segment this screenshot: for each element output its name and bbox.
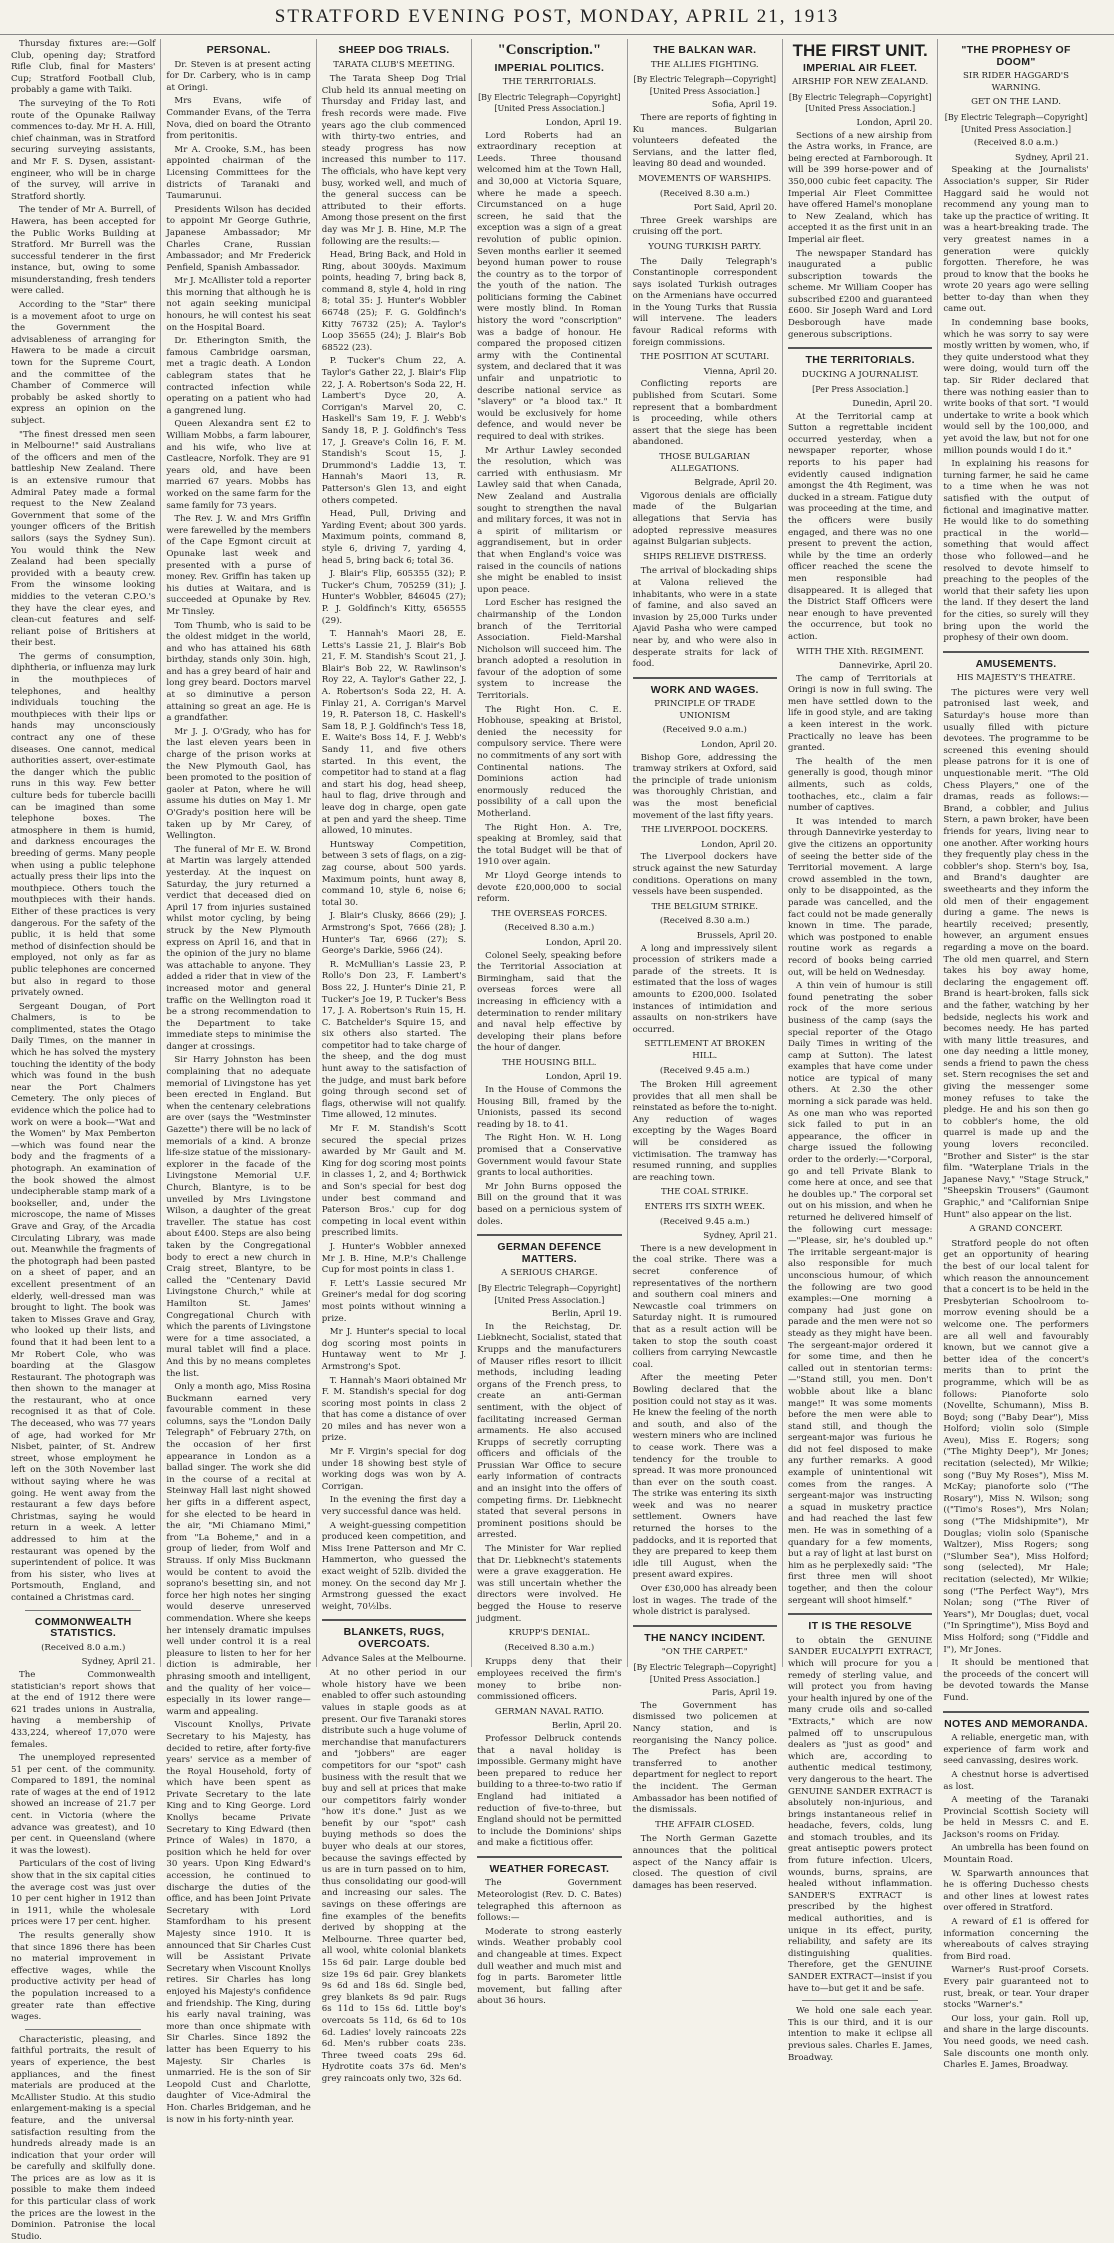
- paragraph: R. McMullian's Lassie 23, P. Rollo's Don 23, F. Lambert's Boss 22, J. Hunter's Dinie 21, P. Tucker's Joe 19, P. Tucker's Bess 17, J. A. Robertson's Ruin 15, H. C. Batchelder's Squire 15, and six others also started. The competitor had to take charge of the sheep, and the dog must hunt away to the satisfaction of the judge, and must bark before going through second set of flags, otherwise will not qualify. Time allowed, 12 minutes.: [321, 959, 467, 1121]
- paragraph: The camp of Territorials at Oringi is now in full swing. The men have settled down to the life in good style, and are taking a keen interest in the work. Practically no leave has been granted.: [787, 673, 933, 754]
- dateline: Brussels, April 20.: [696, 930, 777, 941]
- column-2: [161, 39, 316, 2125]
- received-time: (Received 8.30 a.m.): [659, 916, 750, 927]
- subheading: A GRAND CONCERT.: [969, 1224, 1063, 1235]
- wire-credit: [By Electric Telegraph—Copyright] [United Press Association.]: [478, 1283, 621, 1305]
- paragraph: Head, Bring Back, and Hold in Ring, about 300yds. Maximum points, heading 7, bring back 8, command 8, style 4, hold in ring 8; total 35: J. Hunter's Wobbler 66748 (25); F. G. Goldfinch's Kitty 76732 (25); A. Taylor's Loop 35655 (24); J. Blair's Bob 68522 (23).: [321, 250, 467, 353]
- divider: [477, 1234, 621, 1236]
- subheading: THOSE BULGARIAN ALLEGATIONS.: [659, 452, 751, 474]
- wire-credit: [By Electric Telegraph—Copyright] [United Press Association.]: [633, 75, 777, 96]
- paragraph: J. Hunter's Wobbler annexed Mr J. B. Hine, M.P.'s Challenge Cup for most points in class 1.: [321, 1241, 467, 1276]
- subheading: DUCKING A JOURNALIST.: [801, 369, 919, 380]
- paragraph: T. Hannah's Maori 28, E. Letts's Lassie 21, J. Blair's Bob 21, F. M. Standish's Scout 21, J. Blair's Bob 22, W. Rawlinson's Roy 22, A. Taylor's Gather 22, J. A. Robertson's Soda 22, H. A. Finlay 21, A. Corrigan's Marvel 19, R. Paterson 18, C. Haskell's Sam 18, P. J. Goldfinch's Tess 18, E. Waite's Boss 14, F. J. Webb's Sandy 11, and five others started. In this event, the competitor had to stand at a flag and start his dog, head sheep, haul to flag, drive through and leave dog in charge, open gate at pen and yard the sheep. Time allowed, 10 minutes.: [321, 629, 467, 837]
- wire-credit: [Per Press Association.]: [812, 385, 909, 395]
- paragraph: The pictures were very well patronised last week, and Saturday's house more than usually filled with picture devotees. The programme to be screened this evening should please patrons for it is one of unquestionable merit. "The Old Chess Players," one of the dramas, reads as follows:—Brand, a cobbler, and Julius Stern, a pawn broker, have been friends for years, living near to one another. After working hours they frequently play chess in the cobbler's shop. Stern's boy, Isa, and Brand's daughter are sweethearts and they inform the old men of their engagement during a game. The news is heartily received; presently, however, an argument ensues regarding a move on the board. The old men quarrel, and Stern takes his boy away home, declaring the engagement off. Brand is heart-broken, falls sick and the father, watching by her bedside, neglects his work and becomes needy. He has parted with many little treasures, and one day needing a little money, sends a friend to pawn the chess set. Stern recognises the set and giving the messenger some money refuses to take the pledge. He and his son then go to cobbler's home, the old quarrel is made up and the young lovers reconciled. "Brother and Sister" is the star film. "Waterplane Trials in the Japanese Navy," "Stage Struck," "Sheepskin Trousers" (Gaumont Graphic," and "Californian Snipe Hunt" also appear on the list.: [943, 687, 1089, 1220]
- subheading: THE OVERSEAS FORCES.: [491, 908, 608, 919]
- dateline: Dannevirke, April 20.: [838, 661, 933, 672]
- paragraph: At the Territorial camp at Sutton a regrettable incident occurred yesterday, when a newspaper reporter, whose reports to his paper had evidently caused indignation amongst the 4th Regiment, was ducked in a stream. Fatigue duty was proceeding at the time, and the officers were busily engaged, and there was no one present to prevent the action, while by the time an orderly officer reached the scene the men responsible had disappeared. It is alleged that the District Staff Officers were near enough to have prevented the occurrence, but took no action.: [787, 411, 933, 642]
- headline-german-defence: GERMAN DEFENCE MATTERS.: [497, 1241, 602, 1265]
- divider: [633, 1625, 777, 1627]
- paragraph: The North German Gazette announces that the political aspect of the Nancy affair is closed. The question of civil damages has been reserved.: [632, 1834, 777, 1891]
- paragraph: Moderate to strong easterly winds. Weather probably cool and changeable at times. Expect dull weather and much mist and fog in parts. Barometer little movement, but falling after about 36 hours.: [477, 1926, 622, 2007]
- paragraph: Conflicting reports are published from Scutari. Some represent that a bombardment is proceeding, while others assert that the siege has been abandoned.: [632, 379, 777, 448]
- paragraph: Particulars of the cost of living show that in the six capital cities the average cost was just over 10 per cent higher in 1912 than in 1911, while the wholesale prices were 17 per cent. higher.: [11, 1859, 156, 1928]
- wire-credit: [By Electric Telegraph—Copyright] [United Press Association.]: [788, 92, 932, 114]
- paragraph: Mr F. Virgin's special for dog under 18 showing best style of working dogs was won by A. Corrigan.: [321, 1447, 467, 1492]
- paragraph: Dr. Etherington Smith, the famous Cambridge oarsman, met a tragic death. A London cablegram states that he contracted infection while operating on a patient who had a gangrened lung.: [166, 336, 311, 416]
- paragraph: Lord Escher has resigned the chairmanship of the London branch of the Territorial Association. Field-Marshal Nicholson will succeed him. The branch adopted a resolution in favour of the adoption of some system to increase the Territorials.: [477, 598, 622, 702]
- headline-work-and-wages: WORK AND WAGES.: [650, 683, 759, 696]
- divider: [477, 1856, 621, 1858]
- paragraph: J. Blair's Clusky, 8666 (29); J. Armstrong's Spot, 7666 (28); J. Hunter's Tar, 6966 (27); S. George's Darkie, 5966 (24).: [321, 911, 467, 957]
- paragraph: In explaining his reasons for turning farmer, he said he came to a time when he was not satisfied with the output of fictional and imaginative matter. He would like to do something practical in the world—something that would affect those who followed—and he resolved to devote himself to preaching to the peoples of the world that their safety lies upon the land. If they desert the land for the cities, so surely will they bring upon the world the prophesy of their own doom.: [943, 459, 1089, 644]
- column-4: [472, 39, 627, 2007]
- advertisement: We hold one sale each year. This is our third, and it is our intention to make it eclipse all previous sales. Charles E. James, Broadway.: [787, 2006, 933, 2063]
- paragraph: Sections of a new airship from the Astra works, in France, are being erected at Farnborough. It will be 399 horse-power and of 350,000 cubic feet capacity. The Imperial Air Fleet Committee have offered Hamel's monoplane to New Zealand, which has accepted it as the first unit in an Imperial air fleet.: [787, 130, 933, 245]
- divider: [25, 1610, 141, 1611]
- paragraph: The newspaper Standard has inaugurated a public subscription towards the scheme. Mr William Cooper has subscribed £200 and guaranteed £600. Sir Joseph Ward and Lord Desborough have made generous subscriptions.: [787, 248, 933, 340]
- dateline: London, April 20.: [856, 117, 933, 128]
- subheading: "ON THE CARPET.": [661, 1647, 748, 1658]
- subheading: THE AFFAIR CLOSED.: [655, 1819, 755, 1830]
- dateline: Port Said, April 20.: [693, 203, 777, 214]
- headline-nancy-incident: THE NANCY INCIDENT.: [644, 1631, 766, 1644]
- paragraph: The arrival of blockading ships at Valona relieved the inhabitants, who were in a state of famine, and also saved an invasion by 25,000 Turks under Ajavid Pasha who were camped near by, and who were also in desperate straits for lack of food.: [632, 566, 777, 670]
- paragraph: Head, Pull, Driving and Yarding Event; about 300 yards. Maximum points, command 8, style 6, driving 7, yarding 4, head 5, bring back 6; total 36.: [321, 509, 467, 566]
- headline-personal: PERSONAL.: [206, 44, 271, 56]
- paragraph: The results generally show that since 1896 there has been no material improvement in effective wages, while the productive activity per head of the population increased to a greater rate than effective wages.: [11, 1931, 156, 2023]
- received-time: (Received 9.45 a.m.): [659, 1216, 750, 1227]
- paragraph: The tender of Mr A. Burrell, of Hawera, has been accepted for the Public Works Building at Stratford. Mr Burrell was the successful tenderer in the first instance, but, owing to some misunderstanding, fresh tenders were called.: [11, 205, 156, 297]
- paragraph: Sir Harry Johnston has been complaining that no adequate memorial of Livingstone has yet been erected in England. But when the centenary celebrations are over (says the "Westminster Gazette") there will be no lack of memorials of a kind. A bronze life-size statue of the missionary-explorer in the facade of the Livingstone Memorial U.F. Church, Blantyre, is to be unveiled by Mrs Livingstone Wilson, a daughter of the great traveller. The statue has cost about £400. Steps are also being taken by the Congregational body to erect a new church in Craig street, Blantyre, to be called the "Centenary David Livingstone Church," while at Hamilton St. James' Congregational Church with which the parents of Livingstone were for a time associated, a mural tablet will find a place. And this by no means completes the list.: [166, 1055, 311, 1379]
- headline-first-unit: THE FIRST UNIT.: [792, 41, 928, 60]
- subheading: THE ALLIES FIGHTING.: [650, 59, 759, 70]
- paragraph: The surveying of the To Roti route of the Opunake Railway commences to-day. Mr H. A. Hill, chief chainman, was in Stratford securing surveying assistants, and Mr F. S. Dysen, assistant-engineer, who will be in charge of the survey, will arrive in Stratford shortly.: [11, 98, 156, 202]
- paragraph: Dr. Steven is at present acting for Dr. Carbery, who is in camp at Oringi.: [166, 59, 311, 93]
- masthead-title: STRATFORD EVENING POST, MONDAY, APRIL 21, 1913: [274, 6, 840, 27]
- headline-blankets: BLANKETS, RUGS, OVERCOATS.: [343, 1626, 445, 1650]
- headline-imperial-air-fleet: IMPERIAL AIR FLEET.: [803, 61, 918, 74]
- column-6: [783, 39, 938, 2063]
- paragraph: Huntsway Competition, between 3 sets of flags, on a zig-zag course, about 500 yards. Maximum points, hunt away 8, command 10, style 6, noise 6; total 30.: [321, 839, 467, 908]
- paragraph: Mr Lloyd George intends to devote £20,000,000 to social reform.: [477, 870, 622, 905]
- subheading: YOUNG TURKISH PARTY.: [648, 241, 762, 252]
- paragraph: There is a new development in the coal strike. There was a secret conference of representatives of the northern and southern coal miners and Newcastle coal trimmers on Saturday night. It is rumoured that as a result action will be taken to stop the south coast colliers from carrying Newcastle coal.: [632, 1243, 777, 1370]
- subheading: MOVEMENTS OF WARSHIPS.: [638, 173, 772, 184]
- divider: [788, 347, 932, 349]
- paragraph: Only a month ago, Miss Rosina Buckmann earned very favourable comment in these columns, says the "London Daily Telegraph" of February 27th, on the occasion of her first appearance in London as a ballad singer. The work she did in the course of a recital at Steinway Hall last night showed her gifts in a different aspect, for she elected to be heard in the air, "Mi Chiamano Mimi," from "La Boheme," and in a group of lieder, from Wolf and Strauss. If only Miss Buckmann would be content to avoid the soprano's besetting sin, and not force her high notes her singing would deserve unreserved commendation. Where she keeps her intensely dramatic impulses well under control it is a real pleasure to listen to her for her diction is admirable, her phrasing smooth and intelligent, and the quality of her voice—especially in its lower range—warm and appealing.: [166, 1382, 311, 1717]
- paragraph: Mr A. Crooke, S.M., has been appointed chairman of the Licensing Committees for the districts of Taranaki and Taumarunui.: [166, 144, 311, 202]
- divider: [943, 651, 1088, 653]
- paragraph: Krupps deny that their employees received the firm's money to bribe non-commissioned officers.: [477, 1657, 622, 1703]
- divider: [633, 677, 777, 679]
- paragraph: The Government has dismissed two policemen at Nancy station, and is reorganising the Nancy police. The Prefect has been transferred to another department for neglect to report the incident. The German Ambassador has been notified of the dismissals.: [632, 1700, 777, 1816]
- paragraph: Mr J. Hunter's special to local dog scoring most points in Huntaway went to Mr J. Armstrong's Spot.: [321, 1327, 467, 1372]
- paragraph: In condemning base books, which he was sorry to say were mostly written by women, who, if they quite understood what they were doing, would turn off the tap. Sir Rider declared that there was nothing easier than to write books of that sort. "I would undertake to write a book which would sell by the 100,000, and yet avoid the law, but not for one million pounds would I do it.": [943, 318, 1089, 456]
- paragraph: In the evening the first day a very successful dance was held.: [321, 1495, 467, 1518]
- paragraph: The Liverpool dockers have struck against the new Saturday conditions. Operations on many vessels have been suspended.: [632, 852, 777, 898]
- received-time: (Received 8.0 a.m.): [41, 1642, 126, 1653]
- paragraph: Sergeant Dougan, of Port Chalmers, is to be complimented, states the Otago Daily Times, on the manner in which he has solved the mystery touching the identity of the body which was found in the bush near the Port Chalmers Cemetery. The only pieces of evidence which the police had to work on were a book—"Wat and the Women" by Max Pemberton—which was found near the body and the fragments of a photograph. An examination of the book showed the almost undecipherable stamp mark of a bookseller, and, under the microscope, the name of Misses Grave and Gray, of the Arcadia Circulating Library, was made out. Meanwhile the fragments of the photograph had been pasted on a sheet of paper, and an excellent presentment of an elderly, well-dressed man was brought to light. The book was taken to Misses Grave and Gray, who looked up their lists, and found that it had been lent to a Mr Robert Cole, who was boarding at the Glasgow Restaurant. The photograph was then shown to the manager at the restaurant, who at once recognised it as that of Cole. The deceased, who was 77 years of age, had worked for Mr Nisbet, painter, of St. Andrew street, whose employment he left on the 30th November last without saying where he was going. He went away from the restaurant a few days before Christmas, saying he would return in a week. A letter addressed to him at the restaurant was opened by the superintendent of police. It was from his sister, who lives at Portsmouth, England, and contained a Christmas card.: [11, 1001, 156, 1603]
- subheading: ENTERS ITS SIXTH WEEK.: [644, 1202, 766, 1213]
- paragraph: Presidents Wilson has decided to appoint Mr George Guthrie, Japanese Ambassador; Mr Charles Crane, Russian Ambassador; and Mr Frederick Penfield, Spanish Ambassador.: [166, 204, 311, 273]
- headline-commonwealth-statistics: COMMONWEALTH STATISTICS.: [34, 1615, 132, 1640]
- dateline: London, April 19.: [545, 1072, 622, 1083]
- paragraph: F. Lett's Lassie secured Mr Greiner's medal for dog scoring most points without winning a prize.: [321, 1278, 467, 1324]
- paragraph: A reliable, energetic man, with experience of farm work and seed canvassing, desires work.: [943, 1733, 1089, 1767]
- paragraph: Colonel Seely, speaking before the Territorial Association at Birmingham, said that the overseas forces were all increasing in efficiency with a determination to render military and naval help effective by developing their plans before the hour of danger.: [477, 950, 622, 1054]
- dateline: Sydney, April 21.: [1014, 152, 1089, 163]
- wire-credit: [By Electric Telegraph—Copyright] [United Press Association.]: [633, 1663, 777, 1684]
- dateline: London, April 19.: [545, 117, 622, 128]
- dateline: Sydney, April 21.: [81, 1657, 156, 1668]
- paragraph: Over £30,000 has already been lost in wages. The trade of the whole district is paralysed.: [632, 1584, 777, 1618]
- paragraph: Bishop Gore, addressing the tramway strikers at Oxford, said the principle of trade unionism was thoroughly Christian, and was the most beneficial movement of the last fifty years.: [632, 752, 777, 821]
- divider: [943, 1711, 1088, 1713]
- dateline: London, April 20.: [701, 839, 777, 850]
- subheading: THE TERRITORIALS.: [502, 77, 597, 88]
- paragraph: A weight-guessing competition produced keen competition, and Miss Irene Patterson and Mr C. Hammerton, who guessed the exact weight of 52lb. divided the money. On the second day Mr J. Armstrong guessed the exact weight, 70½lbs.: [321, 1520, 467, 1612]
- paragraph: There are reports of fighting in Ku mances. Bulgarian volunteers defeated the Servians, and the latter fled, leaving 80 dead and wounded.: [632, 112, 777, 170]
- subheading: SHIPS RELIEVE DISTRESS.: [643, 551, 767, 562]
- paragraph: The Commonwealth statistician's report shows that at the end of 1912 there were 621 trades unions in Australia, having a membership of 433,224, whereof 17,070 were females.: [11, 1669, 156, 1750]
- paragraph: The Rev. J. W. and Mrs Griffin were farewelled by the members of the Cape Egmont circuit at Opunake last week and presented with a purse of money. Rev. Griffin has taken up his duties at Waitara, and is succeeded at Opunake by Rev. Mr Tinsley.: [166, 514, 311, 617]
- paragraph: Tom Thumb, who is said to be the oldest midget in the world, and who has attained his 68th birthday, stands only 30in. high, and has a grey beard of hair and long grey beard. Doctors marvel at so diminutive a person attaining so great an age. He is a grandfather.: [166, 620, 311, 724]
- paragraph: "The finest dressed men seen in Melbourne!" said Australians of the officers and men of the battleship New Zealand. There is an extensive rumour that Admiral Patey made a formal request to the New Zealand Government that some of the younger officers of the British sailors (says the Sydney Sun). You would think the New Zealand had been specially provided with a beauty crew. From the winsome looking middies to the veteran C.P.O.'s they have the clear eyes, and clean-cut features and self-reliant poise of Britishers at their best.: [11, 429, 156, 649]
- paragraph: In the House of Commons the Housing Bill, framed by the Unionists, passed its second reading by 18. to 41.: [477, 1085, 622, 1130]
- dateline: Dunedin, April 20.: [852, 399, 933, 410]
- divider: [25, 2029, 141, 2030]
- advertisement: Characteristic, pleasing, and faithful portraits, the result of years of experience, the best appliances, and the finest materials are produced at the McAllister Studio. At this studio enlargement-making is a special feature, and the universal satisfaction resulting from the hundreds already made is an indication that your order will be carefully and skilfully done. The prices are as low as it is possible to make them indeed for this particular class of work the prices are the lowest in the Dominion. Patronise the local Studio.: [11, 2034, 156, 2242]
- paragraph: The Daily Telegraph's Constantinople correspondent says isolated Turkish outrages on the Armenians have occurred in the Young Turks that Russia will intervene. The leaders favour Radical reforms with foreign commissions.: [632, 256, 777, 348]
- subheading: THE POSITION AT SCUTARI.: [640, 352, 770, 363]
- subheading: KRUPP'S DENIAL.: [508, 1628, 591, 1639]
- paragraph: The health of the men generally is good, though minor ailments, such as colds, toothaches, etc., claim a fair number of captives.: [787, 756, 933, 814]
- advertisement: to obtain the GENUINE SANDER EUCALYPTI EXTRACT, which will procure for you a remedy of sterling value, and will protect you from having your health injured by one of the many crude oils and so-called "Extracts," which are now palmed off to unscrupulous dealers as "just as good" and which are, according to authentic medical testimony, very dangerous to the heart. The GENUINE SANDER EXTRACT is absolutely non-injurious, and brings instantaneous relief in headache, fevers, colds, lung and stomach troubles, and its great antiseptic powers protect from future infection. Ulcers, wounds, burns, sprains, are healed without inflammation. SANDER'S EXTRACT is prescribed by the highest medical authorities, and is unique in its effect, purity, reliability, and safety are its distinguishing qualities. Therefore, get the GENUINE SANDER EXTRACT—insist if you have to—but get it and be safe.: [787, 1635, 933, 1994]
- column-3: [317, 39, 472, 2084]
- headline-sheep-dog-trials: SHEEP DOG TRIALS.: [338, 44, 450, 56]
- paragraph: Stratford people do not often get an opportunity of hearing the best of our local talent for which reason the announcement that a concert is to be held in the Presbyterian Schoolroom to-morrow evening should be a welcome one. The performers are all well and favourably known, but we cannot give a better idea of the concert's merits than to print the programme, which will be as follows: Pianoforte solo (Novellte, Schumann), Miss B. Boyd; song ("Baby Dear"), Miss Holford; violin solo (Simple Aveu), Miss E. Rogers; song ("The Mighty Deep"), Mr Jones; recitation (selected), Mr Wilkie; song ("Buy My Roses"), Miss M. McKay; pianoforte solo ("The Rosary"), Miss N. Wilson; song (("Timo's Roses"), Mrs Nolan; song ("The Midshipmite"), Mr Douglas; violin solo (Spanische Waltzer), Miss Rogers; song ("Slumber Sea"), Miss Holford; song (selected), Mr Hale; recitation (selected), Mr Wilkie; song ("The Perfect Way"), Mrs Nolan; song ("The River of Years"), Mr Douglas; duet, vocal ("In Springtime"), Miss Boyd and Miss Holford; song ("Fiddle and I"), Mr Jones.: [943, 1238, 1089, 1655]
- subheading: THE HOUSING BILL.: [502, 1057, 597, 1068]
- subheading: PRINCIPLE OF TRADE UNIONISM: [654, 699, 756, 721]
- subheading: TARATA CLUB'S MEETING.: [333, 59, 455, 70]
- masthead: [0, 0, 1114, 35]
- subheading: AIRSHIP FOR NEW ZEALAND.: [792, 77, 929, 88]
- column-7: [938, 39, 1093, 2071]
- received-time: (Received 8.30 a.m.): [504, 923, 595, 934]
- wire-credit: [By Electric Telegraph—Copyright] [United Press Association.]: [478, 92, 621, 114]
- paragraph: The Minister for War replied that Dr. Liebknecht's statements were a grave exaggeration. He was still uncertain whether the directors were involved. He begged the House to reserve judgment.: [477, 1544, 622, 1624]
- subheading: THE BELGIUM STRIKE.: [651, 901, 758, 912]
- paragraph: The Right Hon. W. H. Long promised that a Conservative Government would favour State grants to local authorities.: [477, 1133, 622, 1179]
- paragraph: According to the "Star" there is a movement afoot to urge on the Government the advisableness of arranging for Hawera to be made a circuit town for the Supreme Court, and the committee of the Chamber of Commerce will probably be asked shortly to express an opinion on the subject.: [11, 300, 156, 426]
- paragraph: Queen Alexandra sent £2 to William Mobbs, a farm labourer, and his wife, who live at Castleacre, Norfolk. They are 91 years old, and have been married 67 years. Mobbs has worked on the same farm for the same family for 73 years.: [166, 419, 311, 511]
- headline-balkan-war: THE BALKAN WAR.: [653, 44, 757, 56]
- headline-prophesy-of-doom: "THE PROPHESY OF DOOM": [961, 44, 1071, 68]
- headline-imperial-politics: IMPERIAL POLITICS.: [494, 61, 605, 74]
- dateline: London, April 20.: [701, 740, 777, 751]
- paragraph: Speaking at the Journalists' Association's supper, Sir Rider Haggard said he would not recommend any young man to take up the practice of writing. It was a heart-breaking trade. The very greatest names in a generation were quickly forgotten. Therefore, he was proud to know that the books he wrote 20 years ago were selling better to-day than when they came out.: [943, 165, 1089, 315]
- dateline: Paris, April 19.: [711, 1688, 777, 1699]
- subheading: SIR RIDER HAGGARD'S WARNING.: [963, 71, 1070, 93]
- paragraph: A thin vein of humour is still found penetrating the sober rock of the more serious business of the camp (says the special reporter of the Otago Daily Times in writing of the camp at Sutton). The latest examples that have come under notice are typical of many others. At 2.30 the other morning a sick parade was held. As one man who was reported sick failed to put in an appearance, the officer in charge issued the following order to the orderly:—"Corporal, go and tell Private Blank to come here at once, and see that he doubles up." The corporal set out on his mission, and when he returned he delivered himself of the following curt message:—"Please, sir, he's doubled up." The irritable sergeant-major is also responsible for much unconscious humour, of which the following are two good examples:—One morning a company had just gone on parade and the men were not so steady as they might have been. The sergeant-major ordered it for some time, and then he called out in stentorian terms:—"Stand still, you men. Don't wobble about like a blanc mange!" It was some moments before the men were able to stand still, and though the sergeant-major was furious he did not feel disposed to make any further remarks. A good example of unintentional wit comes from the ranges. A sergeant-major was instructing a squad in musketry practice and had reached the last few men. He was in something of a quandary for a few moments, but a ray of light at last burst on him as he perplexedly said: "The first three men will shoot together, and then the colour sergeant will shoot himself.": [787, 981, 933, 1606]
- paragraph: It was intended to march through Dannevirke yesterday to give the citizens an opportunity of seeing the better side of the Territorial movement. A large crowd assembled in the town, only to be disappointed, as the parade was cancelled, and the fact could not be made generally known in time. The parade, which was postponed to enable routine work as regards a record of books being carried out, will be held on Wednesday.: [787, 816, 933, 978]
- column-5: [628, 39, 783, 1891]
- paragraph: Mrs Evans, wife of Commander Evans, of the Terra Nova, died on board the Otranto from peritonitis.: [166, 96, 311, 142]
- paragraph: In the Reichstag, Dr. Liebknecht, Socialist, stated that Krupps and the manufacturers of Mauser rifles resort to illicit methods, including leading organs of the French press, to create an anti-German sentiment, with the object of facilitating increased German armaments. He also accused Krupps of secretly corrupting officers and officials of the Prussian War Office to secure early information of contracts and an insight into the offers of competing firms. Dr. Liebknecht stated that several persons in prominent positions should be arrested.: [477, 1321, 622, 1541]
- paragraph: A meeting of the Taranaki Provincial Scottish Society will be held in Messrs C. and E. Jackson's rooms on Friday.: [943, 1795, 1089, 1840]
- received-time: (Received 8.30 a.m.): [504, 1642, 595, 1653]
- divider: [322, 1619, 466, 1621]
- paragraph: Vigorous denials are officially made of the Bulgarian allegations that Servia has adopted repressive measures against Bulgarian subjects.: [632, 490, 777, 548]
- received-time: (Received 8.30 a.m.): [659, 188, 750, 199]
- paragraph: Mr J. J. O'Grady, who has for the last eleven years been in charge of the prison works at the New Plymouth Gaol, has been promoted to the position of gaoler at Paton, where he will assume his duties on May 1. Mr O'Grady's position here will be taken up by Mr Carey, of Wellington.: [166, 726, 311, 842]
- paragraph: Our loss, your gain. Roll up, and share in the large discounts. You need goods, we need cash. Sale discounts one month only. Charles E. James, Broadway.: [943, 2013, 1089, 2071]
- paragraph: A chestnut horse is advertised as lost.: [943, 1769, 1089, 1792]
- paragraph: The Broken Hill agreement provides that all men shall be reinstated as before the to-night. Any reduction of wages excepting by the Wages Board will be considered as victimisation. The tramway has resumed running, and supplies are reaching town.: [632, 1080, 777, 1183]
- dateline: Sydney, April 21.: [703, 1231, 777, 1242]
- divider: [802, 2000, 918, 2001]
- paragraph: P. Tucker's Chum 22, A. Taylor's Gather 22, J. Blair's Flip 22, J. A. Robertson's Soda 22, H. Lambert's Dyce 20, A. Corrigan's Marvel 20, C. Haskell's Sam 19, F. J. Webb's Sandy 18, P. J. Goldfinch's Tess 17, J. Greave's Colin 16, F. M. Standish's Scout 15, J. Drummond's Laddie 13, T. Hannah's Maori 13, R. Patterson's Glen 13, and eight others competed.: [321, 356, 467, 506]
- column-1: [6, 39, 161, 2242]
- paragraph: The unemployed represented 51 per cent. of the community. Compared to 1891, the nominal rate of wages at the end of 1912 showed an increase of 21.7 per cent. in Victoria (where the advance was greatest), and 10 per cent. in Queensland (where it was the lowest).: [11, 1753, 156, 1856]
- paragraph: T. Hannah's Maori obtained Mr F. M. Standish's special for dog scoring most points in class 2 that has come a distance of over 20 miles and has never won a prize.: [321, 1375, 467, 1444]
- divider: [788, 1613, 932, 1615]
- paragraph: W. Sparwarth announces that he is offering Duchesso chests and other lines at lowest rates over offered in Stratford.: [943, 1868, 1089, 1914]
- paragraph: Lord Roberts had an extraordinary reception at Leeds. Three thousand welcomed him at the Town Hall, and 30,000 at Victoria Square, where he made a speech. Circumstanced on a huge screen, he said that the exception was a sign of a great revolution of public opinion. Seven months earlier it seemed beyond human power to rouse the country as to the torpor of the youth of the nation. The politicians forming the Cabinet were mostly blind. In Roman history the word "conscription" was a badge of honour. He compared the proposed citizen army with the Continental system, and declared that it was unfair and unpatriotic to describe national service as "slavery" or "a blood tax." It would be exclusively for home defence, and would never be required to deal with strikes.: [477, 130, 622, 442]
- paragraph: The Tarata Sheep Dog Trial Club held its annual meeting on Thursday and Friday last, and fresh records were made. Five years ago the club commenced with thirty-two entries, and steady progress has now increased this number to 117. The officials, who have kept very busy, worked well, and much of the general success can be attributed to their efforts. Among those present on the first day was Mr J. B. Hine, M.P. The following are the results:—: [321, 74, 467, 247]
- received-time: (Received 9.0 a.m.): [662, 725, 747, 736]
- subheading: Advance Sales at the Melbourne.: [321, 1653, 467, 1664]
- headline-it-is-the-resolve: IT IS THE RESOLVE: [808, 1620, 912, 1633]
- advertisement: At no other period in our whole history have we been enabled to offer such astounding values in staple goods as at present. Our five Taranaki stores distribute such a huge volume of merchandise that manufacturers and "jobbers" are eager competitors for our "spot" cash business with the result that we buy and sell at prices that make our competitors fairly wonder "how it's done." Just as we benefit by our "spot" cash buying methods so does the buyer who deals at our stores, because the savings effected by us are in turn passed on to him, thus consolidating our good-will and increasing our sales. The savings on these offerings are fine examples of the benefits derived by shopping at the Melbourne. Three quarter bed, all wool, white colonial blankets 15s 6d pair. Large double bed size 19s 6d pair. Grey blankets 9s 6d and 18s 6d. Single bed, grey blankets 8s 9d pair. Rugs 6s 11d to 15s 6d. Little boy's overcoats 5s 11d, 6s 6d to 10s 6d. Ladies' lovely raincoats 22s 6d. Men's rubber coats 23s. Three tweed coats 29s 6d. Hydrotite coats 37s 6d. Men's grey raincoats only two, 32s 6d.: [321, 1668, 467, 2084]
- headline-territorials: THE TERRITORIALS.: [805, 354, 915, 367]
- wire-credit: [By Electric Telegraph—Copyright] [United Press Association.]: [944, 112, 1088, 134]
- dateline: Berlin, April 19.: [551, 1309, 622, 1320]
- paragraph: A reward of £1 is offered for information concerning the whereabouts of calves straying from Bird road.: [943, 1917, 1089, 1962]
- dateline: Vienna, April 20.: [703, 366, 777, 377]
- paragraph: Mr John Burns opposed the Bill on the ground that it was based on a pernicious system of doles.: [477, 1181, 622, 1227]
- subheading: GET ON THE LAND.: [971, 97, 1061, 108]
- paragraph: The Right Hon. C. E. Hobhouse, speaking at Bristol, denied the necessity for compulsory service. There were no commitments of any sort with Continental nations. The Dominions action had enormously reduced the possibility of a call upon the Motherland.: [477, 704, 622, 819]
- paragraph: An umbrella has been found on Mountain Road.: [943, 1843, 1089, 1866]
- paragraph: The Government Meteorologist (Rev. D. C. Bates) telegraphed this afternoon as follows:—: [477, 1878, 622, 1924]
- received-time: (Received 8.0 a.m.): [973, 138, 1059, 149]
- paragraph: Mr F. M. Standish's Scott secured the special prizes awarded by Mr Gault and M. King for dog scoring most points in classes 1, 2, and 4; Borthwick and Son's special for best dog under best command and Paterson Bros.' cup for dog competing in local event within prescribed limits.: [321, 1124, 467, 1239]
- paragraph: Three Greek warships are cruising off the port.: [632, 215, 777, 238]
- headline-amusements: AMUSEMENTS.: [975, 657, 1057, 670]
- subheading: THE LIVERPOOL DOCKERS.: [641, 825, 769, 836]
- dateline: London, April 20.: [545, 937, 622, 948]
- paragraph: A long and impressively silent procession of strikers made a parade of the streets. It is estimated that the loss of wages amounts to £200,000. Isolated instances of intimidation and assaults on non-strikers have occurred.: [632, 943, 777, 1035]
- headline-conscription: "Conscription.": [497, 42, 602, 58]
- paragraph: Warner's Rust-proof Corsets. Every pair guaranteed not to rust, break, or tear. Your draper stocks "Warner's.": [943, 1965, 1089, 2011]
- paragraph: Professor Delbruck contends that a naval holiday is impossible. Germany might have been prepared to reduce her building to a three-to-two ratio if England had initiated a reduction of five-to-three, but England should not be permitted to include the Dominions' ships and make a fictitious offer.: [477, 1733, 622, 1849]
- paragraph: The germs of consumption, diphtheria, or influenza may lurk in the mouthpieces of telephones, and healthy individuals touching the mouthpieces with their lips or hands may unconsciously contract any one of these diseases. One cannot, medical authorities assert, over-estimate the danger which the public runs in this way. Few better culture beds for tubercle bacilli can be imagined than some telephone boxes. The atmosphere in them is humid, and darkness encourages the breeding of germs. Many people when using a public telephone actually press their lips into the mouthpiece. Others touch the mouthpieces with their hands. Either of these practices is very dangerous. For the safety of the public, it is held that some method of disinfection should be employed, not only as far as public telephones are concerned but also in regard to those privately owned.: [11, 651, 156, 999]
- dateline: Berlin, April 20.: [551, 1721, 622, 1732]
- paragraph: Mr J. McAllister told a reporter this morning that although he is not again seeking municipal honours, he will contest his seat on the Hospital Board.: [166, 276, 311, 333]
- headline-notes-memoranda: NOTES AND MEMORANDA.: [944, 1717, 1088, 1730]
- subheading: WITH THE XIth. REGIMENT.: [796, 646, 924, 657]
- subheading: HIS MAJESTY'S THEATRE.: [956, 673, 1076, 684]
- subheading: THE COAL STRIKE.: [661, 1187, 749, 1198]
- subheading: GERMAN NAVAL RATIO.: [494, 1706, 604, 1717]
- paragraph: Viscount Knollys, Private Secretary to his Majesty, has decided to retire, after forty-five years' service as a member of the Royal Household, forty of which have been spent as Private Secretary to the late King and to King George. Lord Knollys became Private Secretary to King Edward (then Prince of Wales) in 1870, a position which he held for over 30 years. Upon King Edward's accession, he continued to discharge the duties of the office, and has been Joint Private Secretary with Lord Stamfordham to his present Majesty since 1910. It is announced that Sir Charles Cust will be Assistant Private Secretary when Viscount Knollys retires. Sir Charles has long enjoyed his Majesty's confidence and friendship. The King, during his early naval training, was more than once shipmate with Sir Charles. Since 1892 the latter has been Equerry to his Majesty. Sir Charles is unmarried. He is the son of Sir Leopold Cust and Charlotte, daughter of Vice-Admiral the Hon. Charles Bridgeman, and he is now in his forty-ninth year.: [166, 1720, 311, 2125]
- paragraph: The Right Hon. A. Tre, speaking at Bromley, said that the total Budget will be that of 1910 over again.: [477, 822, 622, 868]
- headline-weather-forecast: WEATHER FORECAST.: [489, 1862, 610, 1875]
- paragraph: After the meeting Peter Bowling declared that the position could not stay as it was. He knew the feeling of the north and south, and also of the western miners who are inclined to cease work. There was a tendency for the trouble to spread. It was more pronounced than ever on the south coast. The strike was entering its sixth week and was no nearer settlement. Owners have returned the horses to the paddocks, and it is reported that they are prepared to keep them idle till August, when the present award expires.: [632, 1373, 777, 1581]
- dateline: Sofia, April 19.: [711, 100, 777, 111]
- page-columns: [0, 35, 1114, 2242]
- dateline: Belgrade, April 20.: [694, 478, 777, 489]
- paragraph: It should be mentioned that the proceeds of the concert will be devoted towards the Manse Fund.: [943, 1658, 1089, 1703]
- paragraph: The funeral of Mr E. W. Brond at Martin was largely attended yesterday. At the inquest on Saturday, the jury returned a verdict that deceased died on April 17 from injuries sustained whilst motor cycling, by being struck by the New Plymouth express on April 16, and that in the opinion of the jury no blame was attachable to anyone. They added a rider that in view of the increased motor and general traffic on the Wellington road it be a strong recommendation to the Department to take immediate steps to minimise the danger at crossings.: [166, 844, 311, 1052]
- subheading: A SERIOUS CHARGE.: [501, 1268, 598, 1279]
- paragraph: Thursday fixtures are:—Golf Club, opening day; Stratford Rifle Club, final for Masters' Cup; Stratford Football Club, probably a game with Taiki.: [11, 39, 156, 96]
- paragraph: J. Blair's Flip, 605355 (32); P. Tucker's Chum, 705259 (31); J. Hunter's Wobbler, 846045 (27); P. J. Goldfinch's Kitty, 656555 (29).: [321, 569, 467, 626]
- paragraph: Mr Arthur Lawley seconded the resolution, which was carried with enthusiasm. Mr Lawley said that when Canada, New Zealand and Australia sought to strengthen the naval and military forces, it was not in a spirit of militarism or aggrandisement, but in order that when England's voice was raised in the councils of nations she might be enabled to insist upon peace.: [477, 445, 622, 595]
- subheading: SETTLEMENT AT BROKEN HILL.: [644, 1039, 766, 1061]
- received-time: (Received 9.45 a.m.): [659, 1065, 750, 1076]
